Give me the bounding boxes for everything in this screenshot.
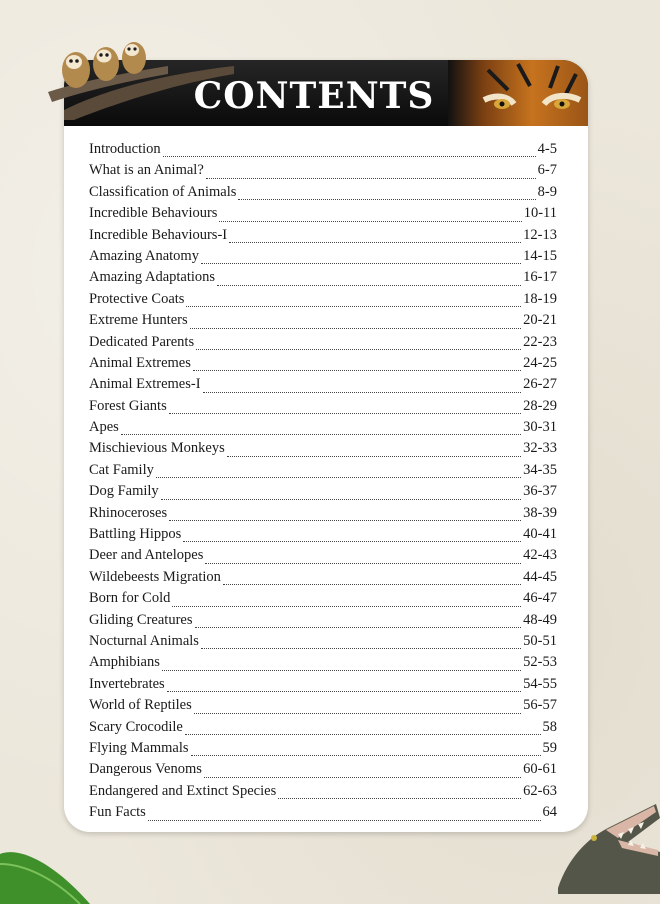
toc-entry-title: Invertebrates	[89, 675, 165, 692]
dot-leader	[229, 242, 521, 243]
toc-entry	[89, 526, 557, 547]
dot-leader	[206, 178, 536, 179]
toc-entry	[89, 205, 557, 226]
toc-entry	[89, 654, 557, 675]
toc-entry-pages: 64	[542, 804, 557, 821]
toc-entry-pages: 62-63	[523, 782, 557, 799]
toc-entry-pages: 22-23	[523, 333, 557, 350]
toc-entry-title: Protective Coats	[89, 290, 185, 307]
toc-entry	[89, 804, 557, 825]
dot-leader	[203, 392, 522, 393]
toc-entry-title: Dog Family	[89, 483, 159, 500]
dot-leader	[167, 691, 521, 692]
toc-entry-title: Gliding Creatures	[89, 611, 193, 628]
dot-leader	[156, 477, 521, 478]
toc-entry-title: World of Reptiles	[89, 697, 192, 714]
toc-entry-title: Animal Extremes	[89, 354, 191, 371]
leaf-illustration	[0, 824, 90, 904]
toc-entry-pages: 12-13	[523, 226, 557, 243]
toc-entry-pages: 4-5	[537, 141, 557, 157]
toc-entry-title: What is an Animal?	[89, 162, 204, 179]
toc-entry	[89, 355, 557, 376]
toc-entry-pages: 46-47	[523, 590, 557, 607]
toc-entry-pages: 10-11	[523, 205, 557, 222]
toc-entry	[89, 334, 557, 355]
toc-entry-pages: 8-9	[537, 183, 557, 200]
crocodile-illustration	[548, 798, 660, 894]
toc-entry	[89, 633, 557, 654]
toc-entry	[89, 162, 557, 183]
toc-entry-title: Born for Cold	[89, 590, 171, 607]
toc-entry	[89, 291, 557, 312]
dot-leader	[172, 606, 521, 607]
dot-leader	[186, 306, 521, 307]
toc-entry-pages: 58	[542, 718, 557, 735]
dot-leader	[193, 370, 521, 371]
toc-entry-pages: 26-27	[523, 376, 557, 393]
dot-leader	[190, 328, 522, 329]
table-of-contents	[89, 141, 557, 826]
dot-leader	[194, 713, 521, 714]
toc-entry-pages: 20-21	[523, 312, 557, 329]
toc-entry-pages: 59	[542, 739, 557, 756]
toc-entry-title: Introduction	[89, 141, 161, 157]
toc-entry-pages: 44-45	[523, 568, 557, 585]
toc-entry	[89, 462, 557, 483]
toc-entry-pages: 48-49	[523, 611, 557, 628]
toc-entry-title: Extreme Hunters	[89, 312, 188, 329]
toc-entry	[89, 697, 557, 718]
toc-entry-title: Incredible Behaviours	[89, 205, 218, 222]
toc-entry-title: Dangerous Venoms	[89, 761, 202, 778]
toc-entry-title: Deer and Antelopes	[89, 547, 204, 564]
toc-entry-title: Scary Crocodile	[89, 718, 183, 735]
dot-leader	[191, 755, 541, 756]
toc-entry	[89, 569, 557, 590]
toc-entry	[89, 505, 557, 526]
toc-entry-title: Nocturnal Animals	[89, 632, 199, 649]
page-title: CONTENTS	[193, 75, 435, 117]
toc-entry	[89, 376, 557, 397]
toc-entry	[89, 227, 557, 248]
toc-entry-title: Rhinoceroses	[89, 504, 168, 521]
dot-leader	[219, 221, 521, 222]
toc-entry-pages: 38-39	[523, 504, 557, 521]
toc-entry-title: Forest Giants	[89, 397, 167, 414]
toc-entry-title: Incredible Behaviours-I	[89, 226, 228, 243]
toc-entry-pages: 24-25	[523, 354, 557, 371]
toc-entry	[89, 440, 557, 461]
toc-entry-title: Dedicated Parents	[89, 333, 195, 350]
dot-leader	[196, 349, 521, 350]
toc-entry-pages: 60-61	[523, 761, 557, 778]
toc-entry	[89, 740, 557, 761]
dot-leader	[217, 285, 521, 286]
toc-entry-title: Amazing Adaptations	[89, 269, 216, 286]
toc-entry-title: Amphibians	[89, 654, 160, 671]
toc-entry	[89, 676, 557, 697]
toc-entry-pages: 34-35	[523, 461, 557, 478]
dot-leader	[185, 734, 541, 735]
toc-entry	[89, 783, 557, 804]
toc-entry-pages: 54-55	[523, 675, 557, 692]
dot-leader	[163, 156, 536, 157]
toc-entry-pages: 16-17	[523, 269, 557, 286]
toc-entry-pages: 52-53	[523, 654, 557, 671]
dot-leader	[161, 499, 521, 500]
toc-entry-title: Endangered and Extinct Species	[89, 782, 277, 799]
dot-leader	[204, 777, 521, 778]
dot-leader	[169, 413, 521, 414]
toc-entry-pages: 28-29	[523, 397, 557, 414]
toc-entry-title: Fun Facts	[89, 804, 146, 821]
toc-entry-pages: 50-51	[523, 632, 557, 649]
toc-entry-title: Flying Mammals	[89, 739, 189, 756]
dot-leader	[169, 520, 521, 521]
dot-leader	[223, 584, 521, 585]
toc-entry-pages: 40-41	[523, 526, 557, 543]
dot-leader	[201, 263, 521, 264]
toc-entry-title: Animal Extremes-I	[89, 376, 201, 393]
toc-entry-pages: 32-33	[523, 440, 557, 457]
toc-entry-title: Classification of Animals	[89, 183, 237, 200]
toc-entry-title: Apes	[89, 419, 119, 436]
dot-leader	[227, 456, 521, 457]
dot-leader	[278, 798, 521, 799]
toc-entry-title: Mischievious Monkeys	[89, 440, 225, 457]
toc-entry-title: Battling Hippos	[89, 526, 182, 543]
dot-leader	[195, 627, 522, 628]
toc-entry	[89, 419, 557, 440]
dot-leader	[238, 199, 535, 200]
dot-leader	[148, 820, 541, 821]
dot-leader	[162, 670, 521, 671]
toc-entry	[89, 761, 557, 782]
toc-entry-title: Amazing Anatomy	[89, 247, 199, 264]
dot-leader	[121, 434, 521, 435]
toc-entry-pages: 36-37	[523, 483, 557, 500]
toc-entry-pages: 14-15	[523, 247, 557, 264]
toc-entry	[89, 483, 557, 504]
toc-entry-pages: 18-19	[523, 290, 557, 307]
toc-entry	[89, 719, 557, 740]
toc-entry-pages: 6-7	[537, 162, 557, 179]
toc-entry-title: Cat Family	[89, 461, 154, 478]
monkeys-illustration	[48, 26, 168, 102]
toc-entry-pages: 42-43	[523, 547, 557, 564]
toc-entry	[89, 184, 557, 205]
dot-leader	[205, 563, 521, 564]
toc-entry	[89, 547, 557, 568]
tiger-photo	[448, 60, 588, 126]
toc-entry	[89, 612, 557, 633]
toc-entry	[89, 312, 557, 333]
toc-entry	[89, 590, 557, 611]
toc-entry	[89, 141, 557, 162]
toc-entry	[89, 269, 557, 290]
dot-leader	[201, 648, 521, 649]
toc-entry	[89, 398, 557, 419]
toc-entry-pages: 56-57	[523, 697, 557, 714]
toc-entry-title: Wildebeests Migration	[89, 568, 221, 585]
toc-entry	[89, 248, 557, 269]
toc-entry-pages: 30-31	[523, 419, 557, 436]
dot-leader	[183, 541, 521, 542]
